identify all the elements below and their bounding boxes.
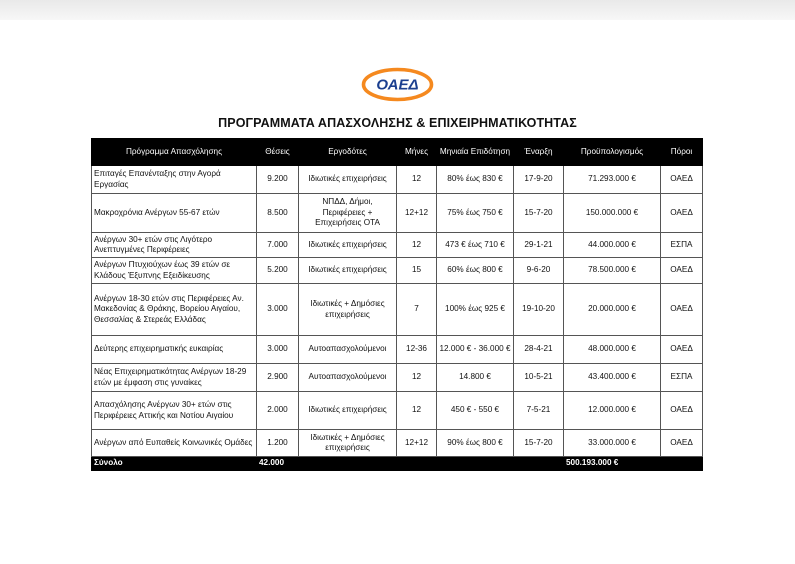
header-resources: Πόροι: [661, 139, 703, 166]
total-budget: 500.193.000 €: [564, 457, 661, 471]
cell-resources: ΟΑΕΔ: [661, 336, 703, 364]
cell-employers: Ιδιωτικές + Δημόσιες επιχειρήσεις: [299, 284, 397, 336]
oaed-logo: [361, 67, 434, 102]
cell-start: 9-6-20: [514, 258, 564, 284]
empty-cell: [299, 457, 397, 471]
cell-employers: ΝΠΔΔ, Δήμοι, Περιφέρειες + Επιχειρήσεις ΟΤΑ: [299, 194, 397, 233]
cell-program: Ανέργων από Ευπαθείς Κοινωνικές Ομάδες: [92, 430, 257, 457]
cell-budget: 78.500.000 €: [564, 258, 661, 284]
cell-resources: ΟΑΕΔ: [661, 166, 703, 194]
table-row: [92, 364, 703, 392]
table-row: [92, 194, 703, 233]
cell-months: 12: [397, 392, 437, 430]
empty-cell: [397, 457, 437, 471]
cell-program: Νέας Επιχειρηματικότητας Ανέργων 18-29 ετών με έμφαση στις γυναίκες: [92, 364, 257, 392]
cell-employers: Ιδιωτικές επιχειρήσεις: [299, 392, 397, 430]
table-row: [92, 258, 703, 284]
cell-positions: 7.000: [257, 233, 299, 258]
total-label: Σύνολο: [92, 457, 257, 471]
table-row: [92, 392, 703, 430]
cell-resources: ΕΣΠΑ: [661, 233, 703, 258]
cell-employers: Ιδιωτικές επιχειρήσεις: [299, 166, 397, 194]
viewer-top-bar: [0, 0, 795, 20]
cell-start: 17-9-20: [514, 166, 564, 194]
table-row: [92, 284, 703, 336]
cell-positions: 1.200: [257, 430, 299, 457]
programs-table: [91, 138, 703, 471]
cell-months: 12: [397, 364, 437, 392]
cell-subsidy: 90% έως 800 €: [437, 430, 514, 457]
cell-subsidy: 12.000 € - 36.000 €: [437, 336, 514, 364]
header-program: Πρόγραμμα Απασχόλησης: [92, 139, 257, 166]
cell-start: 29-1-21: [514, 233, 564, 258]
cell-employers: Ιδιωτικές επιχειρήσεις: [299, 233, 397, 258]
cell-program: Απασχόλησης Ανέργων 30+ ετών στις Περιφέρειες Αττικής και Νοτίου Αιγαίου: [92, 392, 257, 430]
cell-employers: Αυτοαπασχολούμενοι: [299, 364, 397, 392]
cell-months: 15: [397, 258, 437, 284]
table-header-row: [92, 139, 703, 166]
cell-budget: 48.000.000 €: [564, 336, 661, 364]
cell-months: 12+12: [397, 430, 437, 457]
cell-months: 12: [397, 233, 437, 258]
cell-positions: 2.900: [257, 364, 299, 392]
cell-positions: 5.200: [257, 258, 299, 284]
cell-positions: 3.000: [257, 284, 299, 336]
table-row: [92, 233, 703, 258]
cell-resources: ΟΑΕΔ: [661, 258, 703, 284]
table-row: [92, 430, 703, 457]
empty-cell: [661, 457, 703, 471]
cell-resources: ΕΣΠΑ: [661, 364, 703, 392]
header-start: Έναρξη: [514, 139, 564, 166]
cell-months: 12: [397, 166, 437, 194]
header-subsidy: Μηνιαία Επιδότηση: [437, 139, 514, 166]
cell-budget: 20.000.000 €: [564, 284, 661, 336]
total-row: [92, 457, 703, 471]
cell-budget: 43.400.000 €: [564, 364, 661, 392]
cell-program: Ανέργων Πτυχιούχων έως 39 ετών σε Κλάδους Έξυπνης Εξειδίκευσης: [92, 258, 257, 284]
table-row: [92, 166, 703, 194]
cell-positions: 8.500: [257, 194, 299, 233]
cell-budget: 33.000.000 €: [564, 430, 661, 457]
cell-months: 7: [397, 284, 437, 336]
cell-program: Επιταγές Επανένταξης στην Αγορά Εργασίας: [92, 166, 257, 194]
cell-subsidy: 14.800 €: [437, 364, 514, 392]
cell-subsidy: 80% έως 830 €: [437, 166, 514, 194]
cell-start: 19-10-20: [514, 284, 564, 336]
cell-program: Ανέργων 30+ ετών στις Λιγότερο Ανεπτυγμένες Περιφέρειες: [92, 233, 257, 258]
cell-employers: Ιδιωτικές + Δημόσιες επιχειρήσεις: [299, 430, 397, 457]
cell-start: 28-4-21: [514, 336, 564, 364]
cell-months: 12+12: [397, 194, 437, 233]
header-positions: Θέσεις: [257, 139, 299, 166]
cell-budget: 44.000.000 €: [564, 233, 661, 258]
cell-subsidy: 75% έως 750 €: [437, 194, 514, 233]
empty-cell: [437, 457, 514, 471]
cell-budget: 150.000.000 €: [564, 194, 661, 233]
page-title: ΠΡΟΓΡΑΜΜΑΤΑ ΑΠΑΣΧΟΛΗΣΗΣ & ΕΠΙΧΕΙΡΗΜΑΤΙΚΟΤΗΤΑΣ: [218, 116, 577, 130]
empty-cell: [514, 457, 564, 471]
header-budget: Προϋπολογισμός: [564, 139, 661, 166]
cell-resources: ΟΑΕΔ: [661, 284, 703, 336]
cell-subsidy: 60% έως 800 €: [437, 258, 514, 284]
cell-resources: ΟΑΕΔ: [661, 430, 703, 457]
cell-program: Δεύτερης επιχειρηματικής ευκαιρίας: [92, 336, 257, 364]
header-employers: Εργοδότες: [299, 139, 397, 166]
cell-positions: 3.000: [257, 336, 299, 364]
cell-budget: 12.000.000 €: [564, 392, 661, 430]
cell-subsidy: 100% έως 925 €: [437, 284, 514, 336]
total-positions: 42.000: [257, 457, 299, 471]
svg-text:ΟΑΕΔ: ΟΑΕΔ: [376, 76, 419, 94]
cell-employers: Αυτοαπασχολούμενοι: [299, 336, 397, 364]
cell-months: 12-36: [397, 336, 437, 364]
cell-start: 10-5-21: [514, 364, 564, 392]
cell-resources: ΟΑΕΔ: [661, 392, 703, 430]
cell-positions: 2.000: [257, 392, 299, 430]
cell-program: Μακροχρόνια Ανέργων 55-67 ετών: [92, 194, 257, 233]
cell-start: 7-5-21: [514, 392, 564, 430]
cell-employers: Ιδιωτικές επιχειρήσεις: [299, 258, 397, 284]
cell-budget: 71.293.000 €: [564, 166, 661, 194]
cell-subsidy: 450 € - 550 €: [437, 392, 514, 430]
cell-subsidy: 473 € έως 710 €: [437, 233, 514, 258]
header-months: Μήνες: [397, 139, 437, 166]
cell-program: Ανέργων 18-30 ετών στις Περιφέρειες Αν. Μακεδονίας & Θράκης, Βορείου Αιγαίου, Θεσσαλίας & Στερεάς Ελλάδας: [92, 284, 257, 336]
cell-positions: 9.200: [257, 166, 299, 194]
cell-start: 15-7-20: [514, 194, 564, 233]
cell-start: 15-7-20: [514, 430, 564, 457]
cell-resources: ΟΑΕΔ: [661, 194, 703, 233]
table-row: [92, 336, 703, 364]
